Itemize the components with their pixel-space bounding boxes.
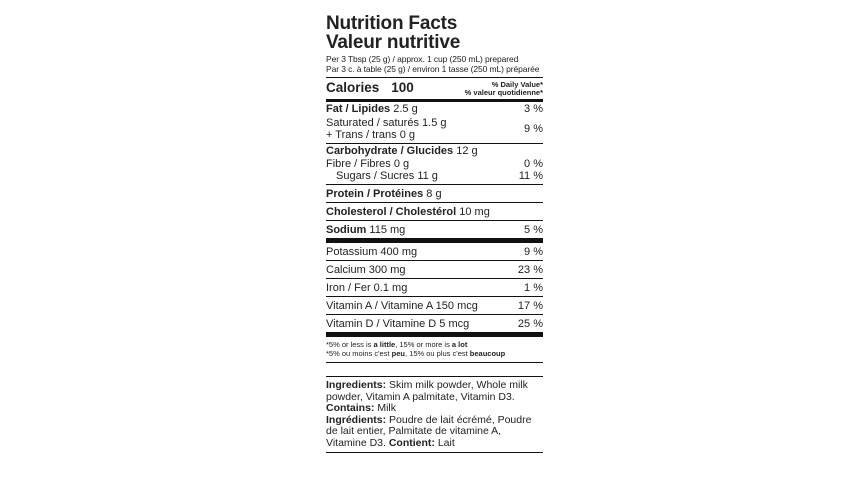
- sugars-amount: 11 g: [417, 170, 438, 182]
- calcium-pct: 23 %: [517, 264, 543, 276]
- carbohydrate-amount: 12 g: [456, 145, 478, 157]
- sodium-row: [326, 221, 543, 238]
- calcium-row: [326, 261, 543, 278]
- ingredients-en-text: Skim milk powder, Whole milk powder, Vitamin A palmitate, Vitamin D3.: [326, 379, 528, 403]
- iron-label: Iron / Fer 0.1 mg: [326, 282, 408, 294]
- footnote-fr-text: , 15% ou plus c'est: [404, 349, 470, 358]
- fibre-pct: 0 %: [524, 158, 543, 170]
- title-fr: Valeur nutritive: [326, 32, 461, 53]
- divider: [326, 452, 543, 453]
- fibre-amount: 0 g: [393, 158, 410, 170]
- footnote-fr-beaucoup: beaucoup: [469, 349, 506, 358]
- sugars-row: [326, 170, 543, 184]
- calcium-label: Calcium 300 mg: [326, 264, 406, 276]
- footnote-fr: [326, 349, 543, 358]
- fat-label: Fat / Lipides: [326, 103, 391, 115]
- sugars-pct: 11 %: [518, 170, 543, 182]
- footnote: [326, 337, 543, 362]
- protein-amount: 8 g: [426, 188, 442, 200]
- fat-pct: 3 %: [524, 103, 543, 115]
- saturated-row: [326, 117, 446, 129]
- title-en: Nutrition Facts: [326, 13, 458, 34]
- ingredients: [326, 377, 543, 452]
- potassium-label: Potassium 400 mg: [326, 246, 418, 258]
- vitamin-d-label: Vitamin D / Vitamine D 5 mcg: [326, 318, 470, 330]
- saturated-amount: 1.5 g: [422, 117, 447, 129]
- sugars-label: Sugars / Sucres: [336, 170, 415, 182]
- contains-fr-label: Contient:: [388, 436, 435, 449]
- ingredients-fr-text: Poudre de lait écrémé, Poudre de lait entier, Palmitate de vitamine A, Vitamine D3.: [326, 413, 532, 449]
- spacer: [326, 363, 543, 376]
- protein-row: [326, 185, 543, 202]
- potassium-pct: 9 %: [524, 246, 543, 258]
- vitamin-d-pct: 25 %: [517, 318, 543, 330]
- sat-trans-pct: 9 %: [524, 123, 543, 135]
- contains-fr-text: Lait: [434, 436, 455, 449]
- iron-pct: 1 %: [524, 282, 543, 294]
- footnote-en-lot: a lot: [451, 340, 468, 349]
- footnote-en: [326, 340, 543, 349]
- trans-amount: 0 g: [399, 129, 415, 141]
- vitamin-a-row: [326, 297, 543, 314]
- daily-value-header-fr: % valeur quotidienne*: [464, 88, 543, 97]
- vitamin-a-label: Vitamin A / Vitamine A 150 mcg: [326, 300, 478, 312]
- cholesterol-label: Cholesterol / Cholestérol: [326, 206, 457, 218]
- contains-en-text: Milk: [374, 402, 397, 414]
- sodium-pct: 5 %: [524, 224, 543, 236]
- ingredients-fr-label: Ingrédients:: [326, 413, 387, 426]
- iron-row: [326, 279, 543, 296]
- footnote-fr-text: *5% ou moins c'est: [326, 349, 392, 358]
- ingredients-en: [326, 380, 543, 415]
- footnote-en-text: , 15% or more is: [395, 340, 452, 349]
- fat-row: [326, 102, 543, 116]
- ingredients-en-label: Ingredients:: [326, 379, 387, 391]
- carbohydrate-label: Carbohydrate / Glucides: [326, 145, 454, 157]
- trans-row: [326, 129, 446, 141]
- carbohydrate-row: [326, 144, 543, 158]
- vitamin-d-row: [326, 315, 543, 332]
- potassium-row: [326, 243, 543, 260]
- protein-label: Protein / Protéines: [326, 188, 424, 200]
- nutrition-facts-label: [326, 14, 543, 453]
- fibre-row: [326, 158, 543, 170]
- vitamin-a-pct: 17 %: [517, 300, 543, 312]
- serving-size-fr: Par 3 c. à table (25 g) / environ 1 tasse (250 mL) préparée: [326, 64, 540, 74]
- footnote-en-text: *5% or less is: [326, 340, 374, 349]
- sodium-amount: 115 mg: [369, 224, 406, 236]
- serving-size-en: Per 3 Tbsp (25 g) / approx. 1 cup (250 mL) prepared: [326, 54, 519, 64]
- trans-label: + Trans / trans: [326, 129, 397, 141]
- cholesterol-row: [326, 203, 543, 220]
- daily-value-header-en: % Daily Value*: [491, 80, 543, 89]
- sat-trans-group: [326, 116, 543, 143]
- calories-row: [326, 78, 543, 99]
- sodium-label: Sodium: [326, 224, 367, 236]
- cholesterol-amount: 10 mg: [459, 206, 490, 218]
- fat-amount: 2.5 g: [393, 103, 418, 115]
- footnote-en-little: a little: [373, 340, 396, 349]
- calories-label: Calories: [326, 80, 380, 95]
- footnote-fr-peu: peu: [391, 349, 405, 358]
- contains-en-label: Contains:: [326, 402, 375, 414]
- calories-value: 100: [391, 80, 414, 95]
- ingredients-fr: [326, 415, 543, 450]
- saturated-label: Saturated / saturés: [326, 117, 419, 129]
- fibre-label: Fibre / Fibres: [326, 158, 391, 170]
